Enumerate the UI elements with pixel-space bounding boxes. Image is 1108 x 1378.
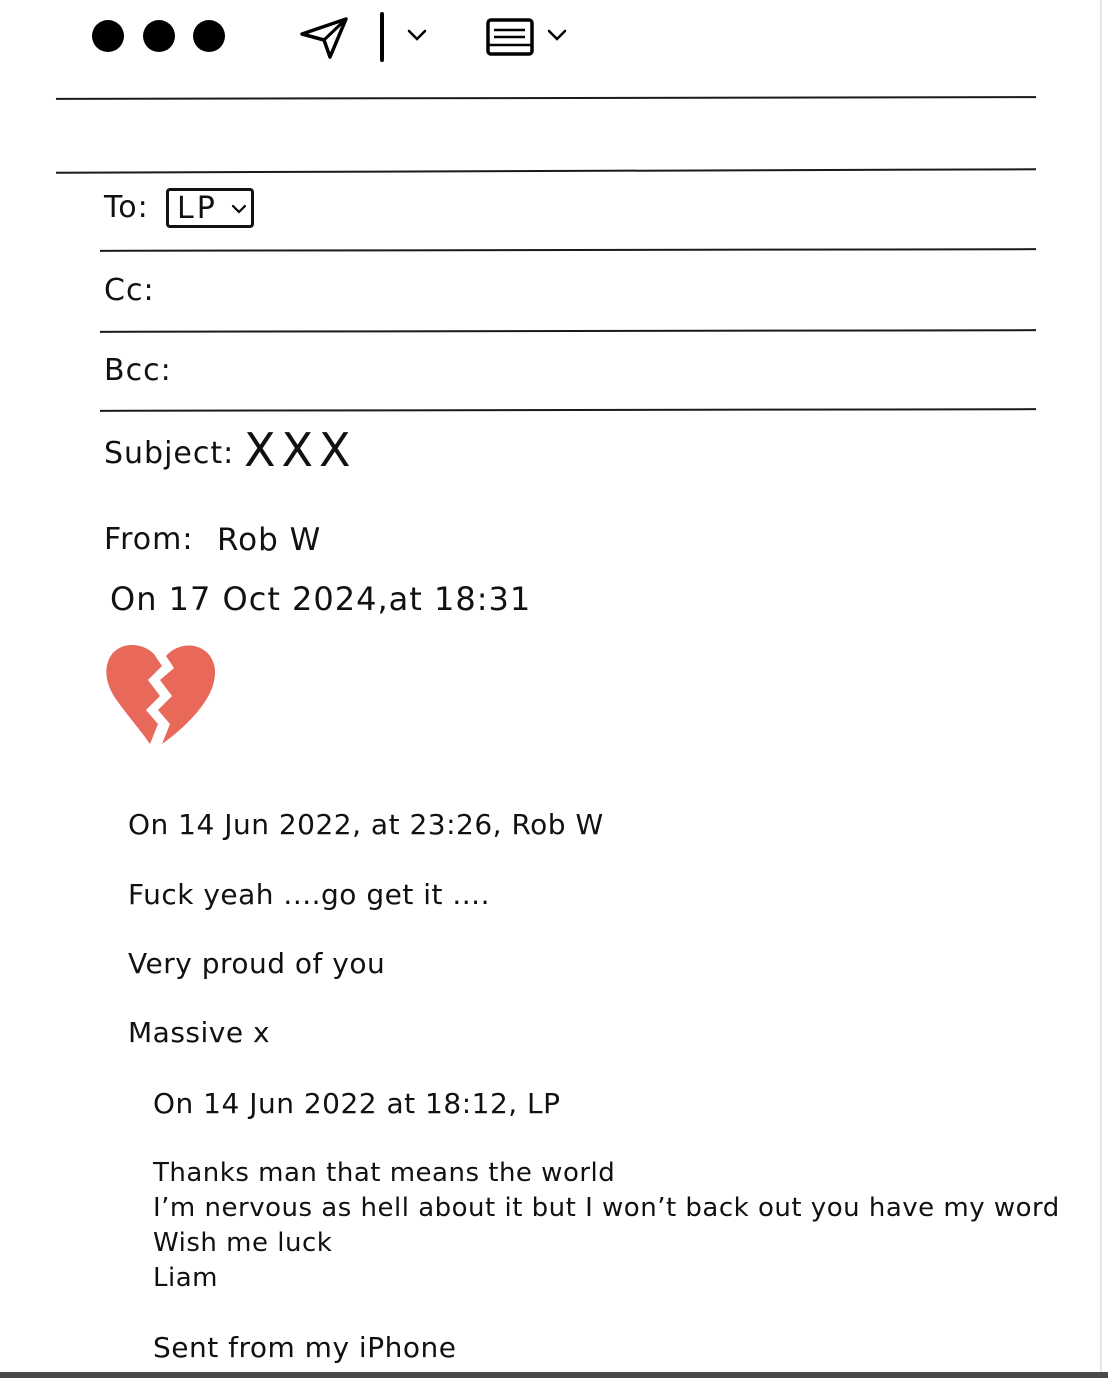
from-field[interactable]: Rob W — [217, 522, 322, 558]
quote-line: Fuck yeah ....go get it .... — [128, 878, 490, 911]
divider — [56, 96, 1036, 100]
divider — [100, 329, 1036, 333]
bcc-label: Bcc: — [104, 353, 172, 388]
window-control-dot[interactable] — [143, 20, 175, 52]
quote-attribution: On 14 Jun 2022, at 23:26, Rob W — [128, 808, 604, 841]
chevron-down-icon[interactable] — [546, 26, 568, 44]
header-fields-icon[interactable] — [485, 16, 535, 58]
quote-line: Thanks man that means the world — [153, 1158, 616, 1188]
divider — [56, 168, 1036, 173]
chevron-down-icon — [231, 203, 247, 215]
toolbar — [90, 12, 610, 64]
scrollbar-track[interactable] — [1100, 0, 1102, 1378]
chevron-down-icon[interactable] — [406, 26, 428, 44]
to-label: To: — [104, 190, 149, 225]
cc-field[interactable] — [170, 262, 1030, 322]
quote-line: Massive x — [128, 1016, 271, 1049]
toolbar-divider — [380, 12, 384, 62]
window-control-dot[interactable] — [92, 20, 124, 52]
window-control-dot[interactable] — [193, 20, 225, 52]
to-recipient-chip[interactable] — [166, 188, 254, 228]
divider — [100, 408, 1036, 412]
divider — [100, 248, 1036, 252]
quote-attribution: On 14 Jun 2022 at 18:12, LP — [153, 1087, 561, 1120]
quote-line: Very proud of you — [128, 947, 386, 980]
quote-line: Wish me luck — [153, 1228, 333, 1258]
to-recipient-name: LP — [177, 191, 218, 226]
subject-field[interactable]: XXX — [244, 423, 357, 477]
cc-label: Cc: — [104, 273, 155, 308]
subject-label: Subject: — [104, 436, 235, 471]
send-paper-plane-icon[interactable] — [298, 16, 350, 60]
bcc-field[interactable] — [180, 342, 1030, 402]
message-date: On 17 Oct 2024,at 18:31 — [110, 580, 532, 618]
from-label: From: — [104, 522, 194, 557]
quote-line: I’m nervous as hell about it but I won’t back out you have my word — [153, 1193, 1060, 1223]
window-bottom-edge — [0, 1372, 1108, 1378]
quote-line: Liam — [153, 1263, 218, 1293]
broken-heart-icon — [104, 640, 218, 746]
quote-signature: Sent from my iPhone — [153, 1331, 457, 1364]
